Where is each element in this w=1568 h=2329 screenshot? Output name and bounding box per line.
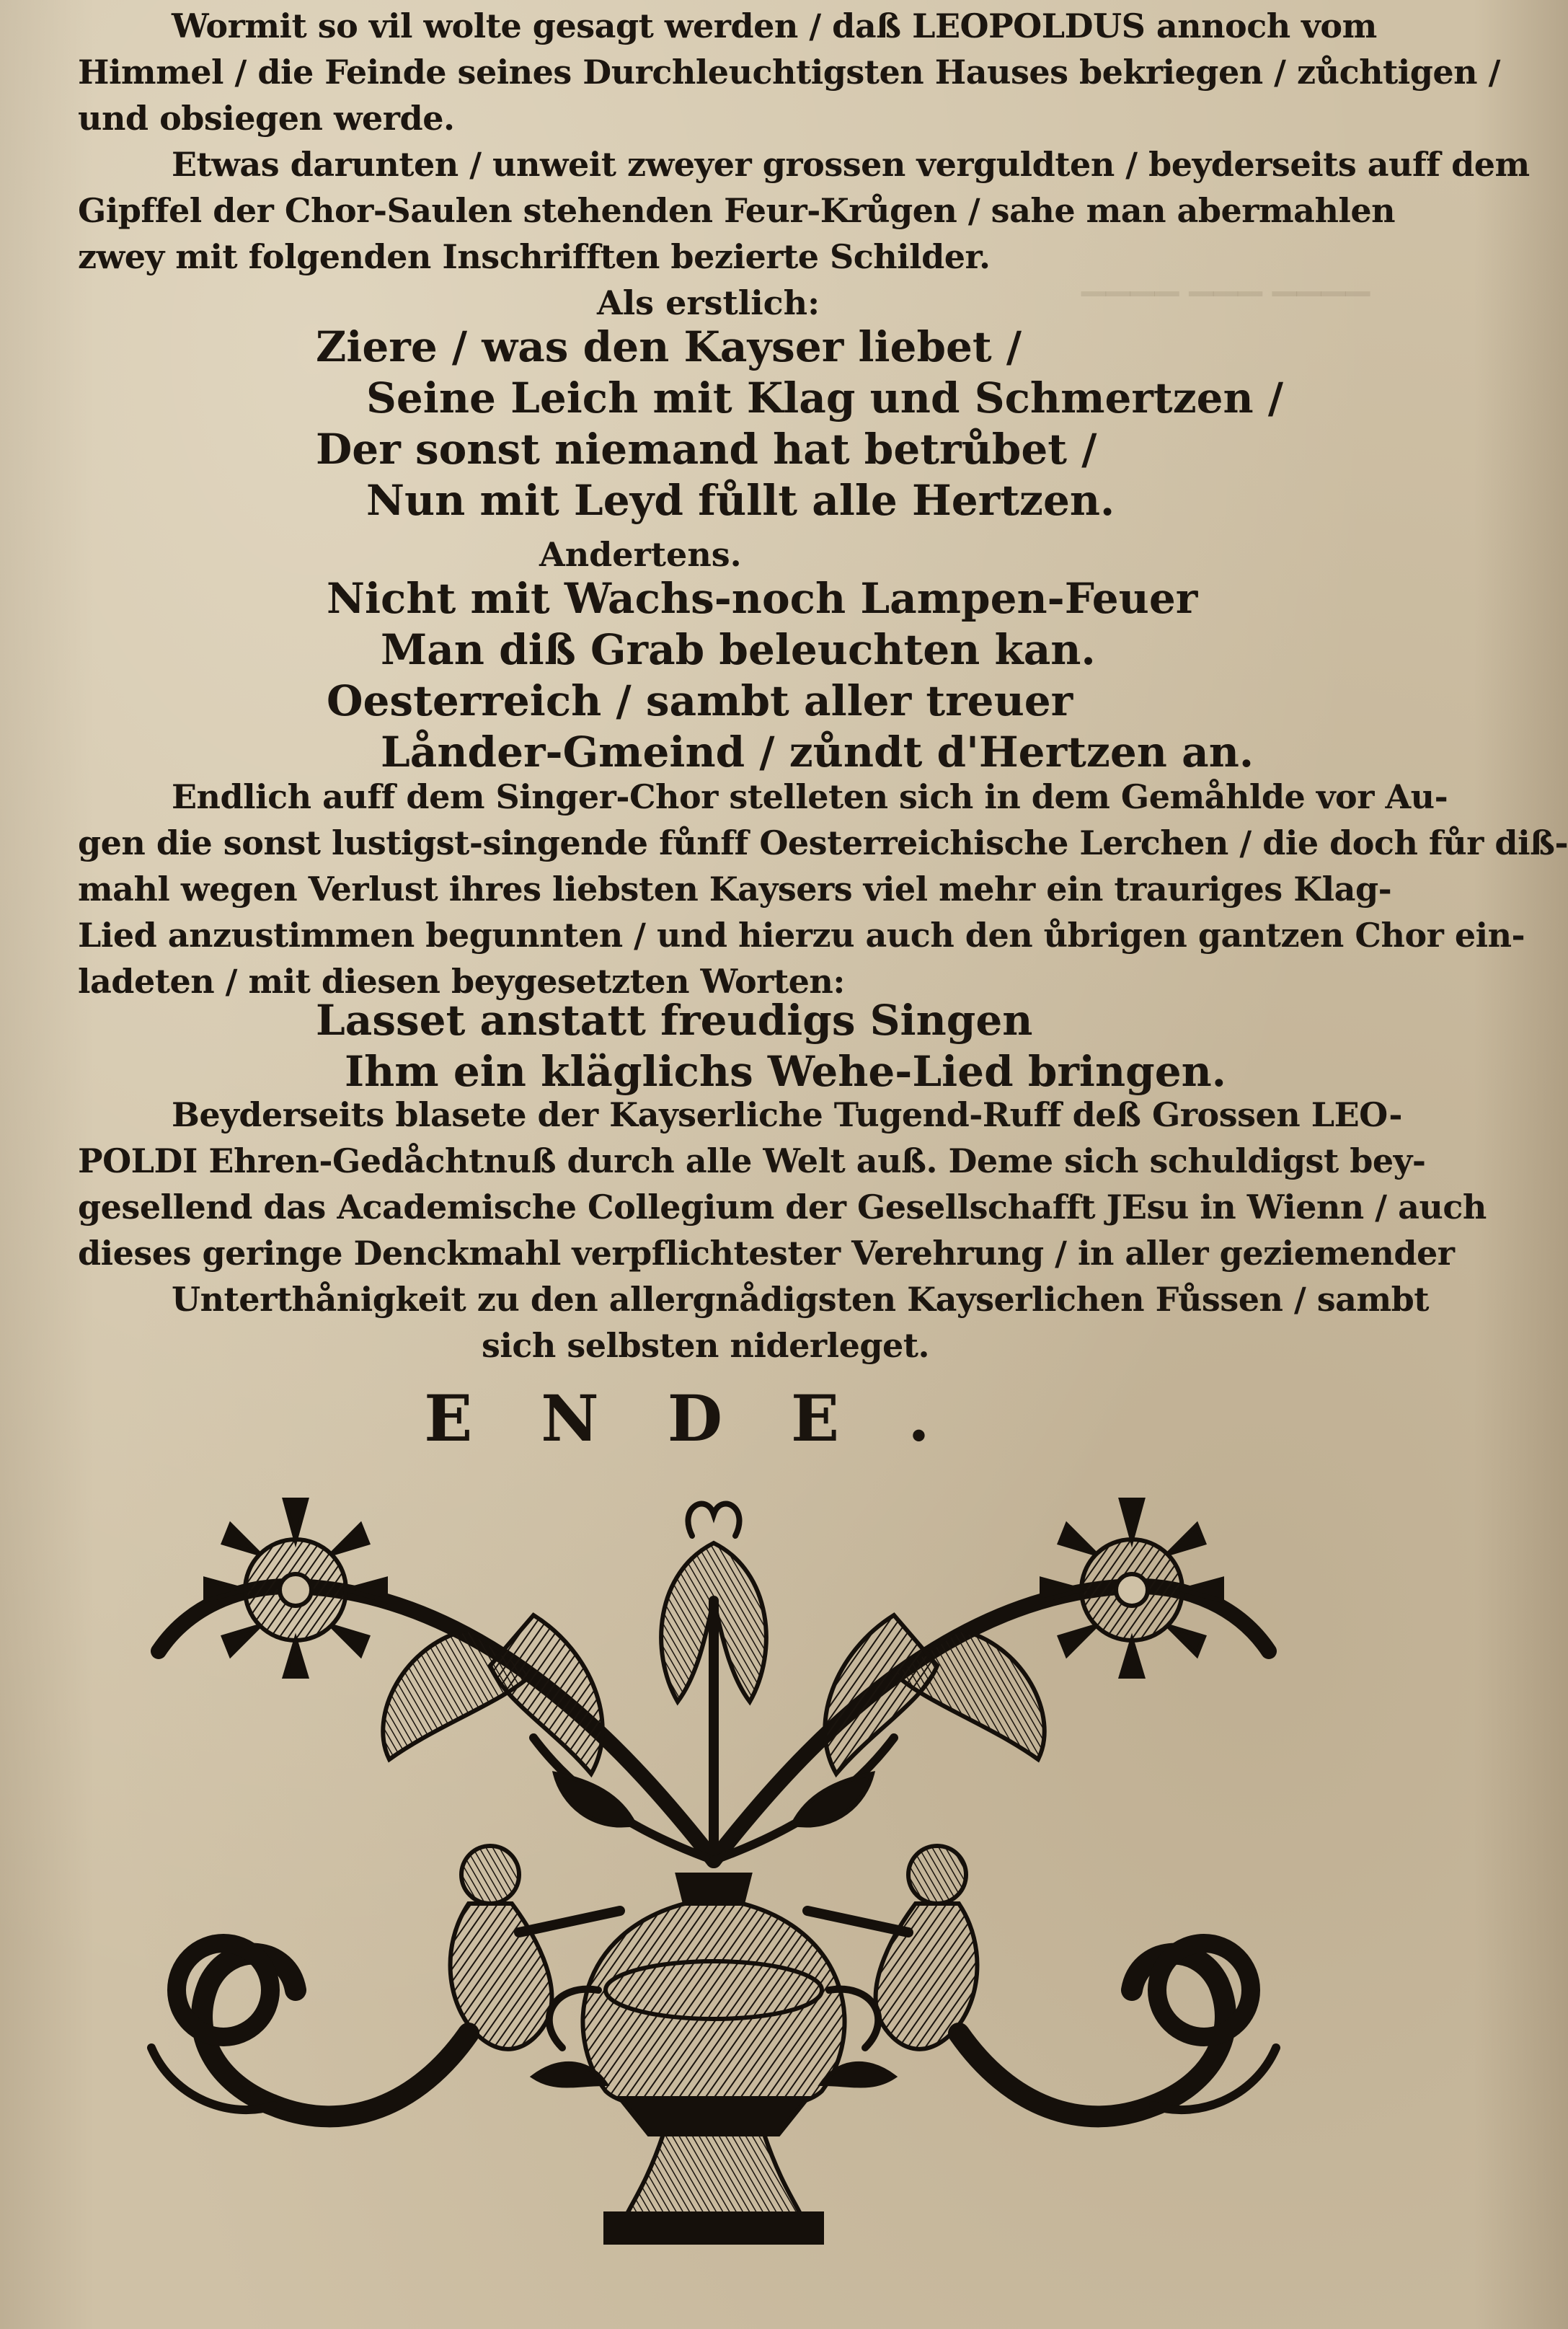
para1-text: Wormit so vil wolte gesagt werden / daß LEOPOLDUS annoch vom Himmel / die Feinde seines Durchleuchtigsten Hauses bekriegen / zůchtigen / und obsiegen werde. bbox=[78, 6, 1500, 138]
left-flower bbox=[205, 1500, 386, 1676]
bleed-through-text: ▁▁▁▁ ▁▁▁ ▁▁▁▁ bbox=[1081, 260, 1370, 296]
para4-text: Beyderseits blasete der Kayserliche Tugend-Ruff deß Grossen LEO- POLDI Ehren-Gedåchtnuß durch alle Welt auß. Deme sich schuldigst bey- gesellend das Academische Collegium der Gesellschafft JEsu in Wienn / auch dieses geringe Denckmahl verpflichtester Verehrung / in aller geziemender Unterthånigkeit zu den allergnådigsten Kayserlichen Fůssen / sambt sich selbsten niderleget. bbox=[78, 1095, 1487, 1365]
right-flower bbox=[1042, 1500, 1222, 1676]
para2-text: Etwas darunten / unweit zweyer grossen verguldten / beyderseits auff dem Gipffel der Chor-Saulen stehenden Feur-Krůgen / sahe man abermahlen zwey mit folgenden Inschrifften bezierte Schilder. bbox=[78, 145, 1530, 276]
heading-als-erstlich: Als erstlich: bbox=[597, 283, 820, 322]
ende-heading: ENDE. bbox=[424, 1381, 998, 1456]
vase bbox=[549, 1875, 878, 2242]
woodcut-vignette-icon bbox=[130, 1485, 1298, 2250]
heading-andertens: Andertens. bbox=[539, 535, 742, 574]
paragraph-2 bbox=[78, 141, 1530, 280]
verse-3: Lasset anstatt freudigs Singen Ihm ein kläglichs Wehe-Lied bringen. bbox=[316, 996, 1226, 1096]
paragraph-4 bbox=[78, 1092, 1487, 1369]
paragraph-1 bbox=[78, 3, 1500, 141]
paragraph-3 bbox=[78, 774, 1568, 1004]
para3-text: Endlich auff dem Singer-Chor stelleten sich in dem Gemåhlde vor Au- gen die sonst lustigst-singende fůnff Oesterreichische Lerchen / die doch fůr diß- mahl wegen Verlust ihres liebsten Kaysers viel mehr ein trauriges Klag- Lied anzustimmen begunnten / und hierzu auch den ůbrigen gantzen Chor ein- ladeten / mit diesen beygesetzten Worten: bbox=[78, 777, 1568, 1001]
verse-2: Nicht mit Wachs-noch Lampen-Feuer Man diß Grab beleuchten kan. Oesterreich / sambt aller treuer Lånder-Gmeind / zůndt d'Hertzen an. bbox=[327, 574, 1254, 777]
verse-1: Ziere / was den Kayser liebet / Seine Leich mit Klag und Schmertzen / Der sonst niemand hat betrůbet / Nun mit Leyd fůllt alle Hertzen. bbox=[316, 322, 1284, 525]
